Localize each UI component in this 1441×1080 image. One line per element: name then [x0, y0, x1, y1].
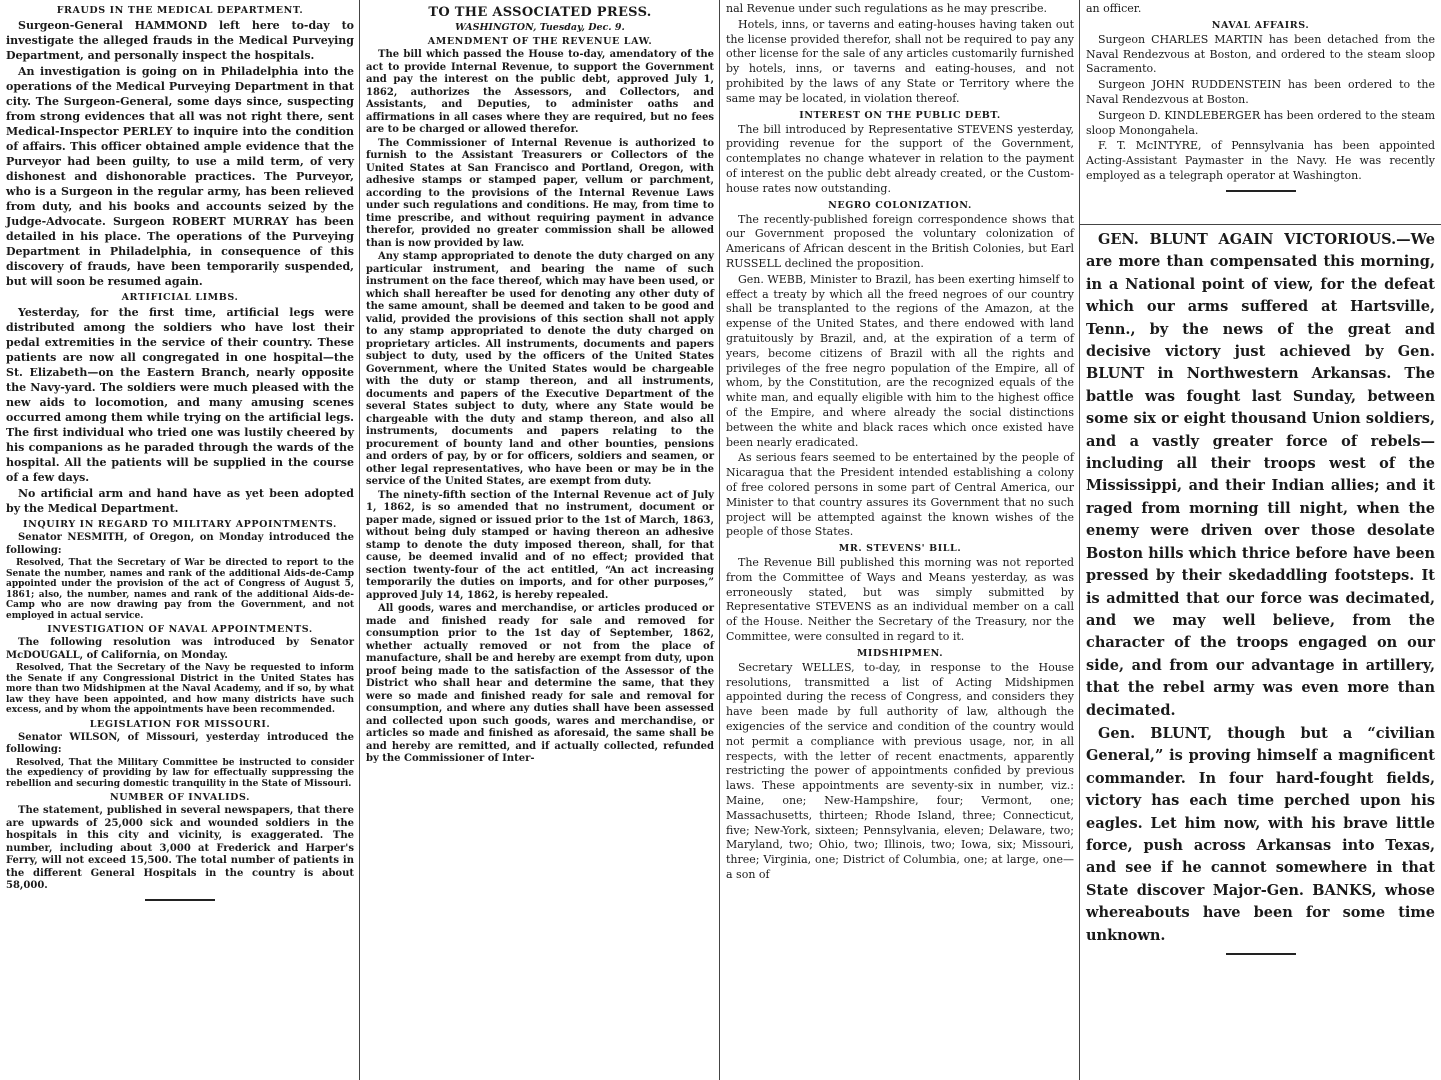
paragraph: Surgeon-General HAMMOND left here to-day to investigate the alleged frauds in the Medical Purveying Department, and personally inspect the hospitals.: [6, 19, 354, 62]
paragraph: The bill which passed the House to-day, amendatory of the act to provide Internal Revenue, to support the Government and pay the interest on the public debt, approved July 1, 1862, authorizes the Assessors, and Collectors, and Assistants, and Deputies, to administer oaths and affirmations in all cases where they are required, but no fees are to be charged or allowed therefor.: [366, 49, 714, 135]
headline-stevens-bill: MR. STEVENS' BILL.: [838, 543, 962, 555]
resolution: Resolved, That the Military Committee be instructed to consider the expediency of providing by law for effectually suppressing the rebellion and securing domestic tranquility in the State of Missouri.: [6, 757, 354, 789]
paragraph: Surgeon JOHN RUDDENSTEIN has been ordered to the Naval Rendezvous at Boston.: [1086, 78, 1435, 106]
paragraph: GEN. BLUNT AGAIN VICTORIOUS.—We are more than compensated this morning, in a National point of view, for the defeat which our arms suffered at Hartsville, Tenn., by the news of the great and decisive victory just achieved by Gen. BLUNT in Northwestern Arkansas. The battle was fought last Sunday, between some six or eight thousand Union soldiers, and a vastly greater force of rebels—including all their troops west of the Mississippi, and their Indian allies; and it raged from morning till night, when the enemy were driven over those desolate Boston hills which thrice before have been pressed by their skedaddling footsteps. It is admitted that our force was decimated, and we may well believe, from the character of the troops engaged on our side, and from our advantage in artillery, that the rebel army was even more than decimated.: [1086, 231, 1435, 719]
paragraph: Senator WILSON, of Missouri, yesterday introduced the following:: [6, 731, 354, 755]
headline-frauds: FRAUDS IN THE MEDICAL DEPARTMENT.: [56, 5, 304, 16]
paragraph: Senator NESMITH, of Oregon, on Monday introduced the following:: [6, 532, 354, 556]
paragraph: The bill introduced by Representative STEVENS yesterday, providing revenue for the support of the Government, contemplates no change whatever in relation to the payment of interest on the public debt already created, or the Custom-house rates now outstanding.: [726, 122, 1074, 195]
paragraph: Gen. WEBB, Minister to Brazil, has been exerting himself to effect a treaty by which all the freed negroes of our country shall be transplanted to the regions of the Amazon, at the expense of the United States, and there endowed with land gratuitously by Brazil, and, at the expiration of a term of years, become citizens of Brazil with all the rights and privileges of the free negro population of the Empire, all of whom, by the Constitution, are the recognized equals of the white man, and equally eligible with him to the highest office of the Empire, and where already the social distinctions between the white and black races which once existed have been nearly eradicated.: [726, 272, 1074, 449]
headline-missouri: LEGISLATION FOR MISSOURI.: [89, 718, 271, 730]
paragraph: The ninety-fifth section of the Internal Revenue act of July 1, 1862, is so amended that no instrument, document or paper made, signed or issued prior to the 1st of March, 1863, without being duly stamped or having thereon an adhesive stamp to denote the duty imposed thereon, shall, for that cause, be deemed invalid and of no effect; provided that section twenty-four of the act entitled, “An act increasing temporarily the duties on imports, and for other purposes,” approved July 14, 1862, is hereby repealed.: [366, 489, 714, 601]
resolution: Resolved, That the Secretary of the Navy be requested to inform the Senate if any Congressional District in the United States has more than two Midshipmen at the Naval Academy, and if so, by what law they have been appointed, and how many districts have such excess, and by whom the appointments have been recommended.: [6, 663, 354, 715]
paragraph: The recently-published foreign correspondence shows that our Government proposed the voluntary colonization of Americans of African descent in the British Colonies, but Earl RUSSELL declined the proposition.: [726, 212, 1074, 270]
paragraph: nal Revenue under such regulations as he may prescribe.: [726, 2, 1047, 15]
paragraph: The following resolution was introduced by Senator McDOUGALL, of California, on Monday.: [6, 637, 354, 661]
paragraph: F. T. McINTYRE, of Pennsylvania has been appointed Acting-Assistant Paymaster in the Navy. He was recently employed as a telegraph operator at Washington.: [1086, 139, 1435, 182]
paragraph: Surgeon D. KINDLEBERGER has been ordered to the steam sloop Monongahela.: [1086, 108, 1435, 137]
column-1: [0, 0, 360, 1080]
headline-revenue-amendment: AMENDMENT OF THE REVENUE LAW.: [427, 36, 653, 47]
headline-naval-affairs: NAVAL AFFAIRS.: [1211, 19, 1310, 31]
paragraph: Secretary WELLES, to-day, in response to the House resolutions, transmitted a list of Acting Midshipmen appointed during the recess of Congress, and considers they have been made by full authority of law, although the exigencies of the service and condition of the country would not permit a compliance with previous usage, nor, in all respects, with the letter of recent enactments, apparently restricting the power of appointments confided by previous laws. These appointments are seventy-six in number, viz.: Maine, one; New-Hampshire, four; Vermont, one; Massachusetts, thirteen; Rhode Island, three; Connecticut, five; New-York, sixteen; Pennsylvania, eleven; Delaware, two; Maryland, two; Ohio, two; Illinois, two; Iowa, six; Missouri, three; Virginia, one; District of Columbia, one; at large, one—a son of: [726, 660, 1074, 882]
headline-public-debt: INTEREST ON THE PUBLIC DEBT.: [799, 109, 1001, 121]
paragraph: As serious fears seemed to be entertained by the people of Nicaragua that the President intended establishing a colony of free colored persons in some part of Central America, our Minister to that country assures its Government that no such project will be attempted against the known wishes of the people of those States.: [726, 451, 1074, 539]
paragraph: Surgeon CHARLES MARTIN has been detached from the Naval Rendezvous at Boston, and ordered to the steam sloop Sacramento.: [1086, 32, 1435, 76]
headline-invalids: NUMBER OF INVALIDS.: [109, 792, 250, 803]
headline-associated-press: TO THE ASSOCIATED PRESS.: [428, 5, 652, 20]
paragraph: The Revenue Bill published this morning was not reported from the Committee of Ways and Means yesterday, as was erroneously stated, but was simply submitted by Representative STEVENS as an individual member on a call of the House. Neither the Secretary of the Treasury, nor the Committee, were consulted in regard to it.: [726, 556, 1074, 644]
paragraph: The Commissioner of Internal Revenue is authorized to furnish to the Assistant Treasurers or Collectors of the United States at San Francisco and Portland, Oregon, with adhesive stamps or stamped paper, vellum or parchment, according to the provisions of the Internal Revenue Laws under such regulations and conditions. He may, from time to time prescribe, and without requiring payment in advance therefor, provided no greater commission shall be allowed than is now provided by law.: [366, 137, 714, 249]
paragraph: All goods, wares and merchandise, or articles produced or made and finished ready for sale and removed for consumption prior to the 1st day of September, 1862, whether actually removed or not from the place of manufacture, shall be and hereby are exempt from duty, upon proof being made to the satisfaction of the Assessor of the District who shall hear and determine the same, that they were so made and finished ready for sale and removal for consumption, and where any duties shall have been assessed and collected upon such goods, wares and merchandise, or articles so made and finished as aforesaid, the same shall be and hereby are remitted, and if actually collected, refunded by the Commissioner of Inter-: [366, 603, 714, 764]
headline-naval-appointments: INVESTIGATION OF NAVAL APPOINTMENTS.: [47, 624, 313, 635]
dateline: WASHINGTON, Tuesday, Dec. 9.: [455, 22, 625, 33]
column-2: [360, 0, 720, 1080]
paragraph: Hotels, inns, or taverns and eating-houses having taken out the license provided therefor, shall not be required to pay any other license for the sale of any articles customarily furnished by hotels, inns, or taverns and eating-houses, and not prohibited by the laws of any State or Territory where the same may be located, in violation thereof.: [726, 17, 1074, 105]
column-blunt: [1080, 225, 1441, 944]
paragraph: Any stamp appropriated to denote the duty charged on any particular instrument, and bearing the name of such instrument on the face thereof, which may have been used, or which shall hereafter be used for denoting any other duty of the same amount, shall be deemed and taken to be good and valid, provided the provisions of this section shall not apply to any stamp appropriated to denote the duty charged on proprietary articles. All instruments, documents and papers subject to duty, used by the officers of the United States Government, where the United States would be chargeable with the duty or stamp thereon, and all instruments, documents and papers of the Executive Department of the several States subject to duty, where any State would be chargeable with the duty and stamp thereon, and also all instruments, documents and papers relating to the procurement of bounty land and other bounties, pensions and orders of pay, by or for officers, soldiers and seamen, or other legal representatives, who have been or may be in the service of the United States, are exempt from duty.: [366, 251, 714, 487]
paragraph: Yesterday, for the first time, artificial legs were distributed among the soldiers who have lost their pedal extremities in the service of their country. These patients are now all congregated in one hospital—the St. Elizabeth—on the Eastern Branch, nearly opposite the Navy-yard. The soldiers were much pleased with the new aids to locomotion, and many amusing scenes occurred among them while trying on the artificial legs. The first individual who tried one was lustily cheered by his companions as he paraded through the wards of the hospital. All the patients will be supplied in the course of a few days.: [6, 306, 354, 484]
end-rule: [1226, 953, 1296, 955]
column-3: [720, 0, 1080, 1080]
headline-military-appointments: INQUIRY IN REGARD TO MILITARY APPOINTMENTS.: [23, 519, 337, 530]
paragraph: an officer.: [1086, 2, 1142, 15]
headline-midshipmen: MIDSHIPMEN.: [856, 647, 944, 659]
resolution: Resolved, That the Secretary of War be directed to report to the Senate the number, names and rank of the additional Aids-de-Camp appointed under the provision of the act of Congress of August 5, 1861; also, the number, names and rank of the additional Aids-de-Camp who are now drawing pay from the Government, and not employed in actual service.: [6, 558, 354, 621]
headline-colonization: NEGRO COLONIZATION.: [828, 199, 972, 211]
headline-artificial-limbs: ARTIFICIAL LIMBS.: [121, 292, 239, 303]
paragraph: The statement, published in several newspapers, that there are upwards of 25,000 sick and wounded soldiers in the hospitals in this city and vicinity, is exaggerated. The number, including about 3,000 at Frederick and Harper's Ferry, will not exceed 15,500. The total number of patients in the different General Hospitals in the country is about 58,000.: [6, 805, 354, 891]
paragraph: An investigation is going on in Philadelphia into the operations of the Medical Purveying Department in that city. The Surgeon-General, some days since, suspecting from strong evidences that all was not right there, sent Medical-Inspector PERLEY to inquire into the condition of affairs. This officer obtained ample evidence that the Purveyor had been guilty, to use a mild term, of very dishonest and dishonorable practices. The Purveyor, who is a Surgeon in the regular army, has been relieved from duty, and his books and accounts seized by the Judge-Advocate. Surgeon ROBERT MURRAY has been detailed in his place. The operations of the Purveying Department in Philadelphia, in consequence of this discovery of frauds, have been temporarily suspended, but will soon be resumed again.: [6, 65, 354, 288]
paragraph: Gen. BLUNT, though but a “civilian General,” is proving himself a magnificent commander. In four hard-fought fields, victory has each time perched upon his eagles. Let him now, with his brave little force, push across Arkansas into Texas, and see if he cannot somewhere in that State discover Major-Gen. BANKS, whose whereabouts have been for some time unknown.: [1086, 724, 1435, 944]
column-4: [1080, 0, 1441, 240]
end-rule: [145, 899, 215, 901]
paragraph: No artificial arm and hand have as yet been adopted by the Medical Department.: [6, 487, 354, 515]
end-rule: [1226, 190, 1296, 192]
